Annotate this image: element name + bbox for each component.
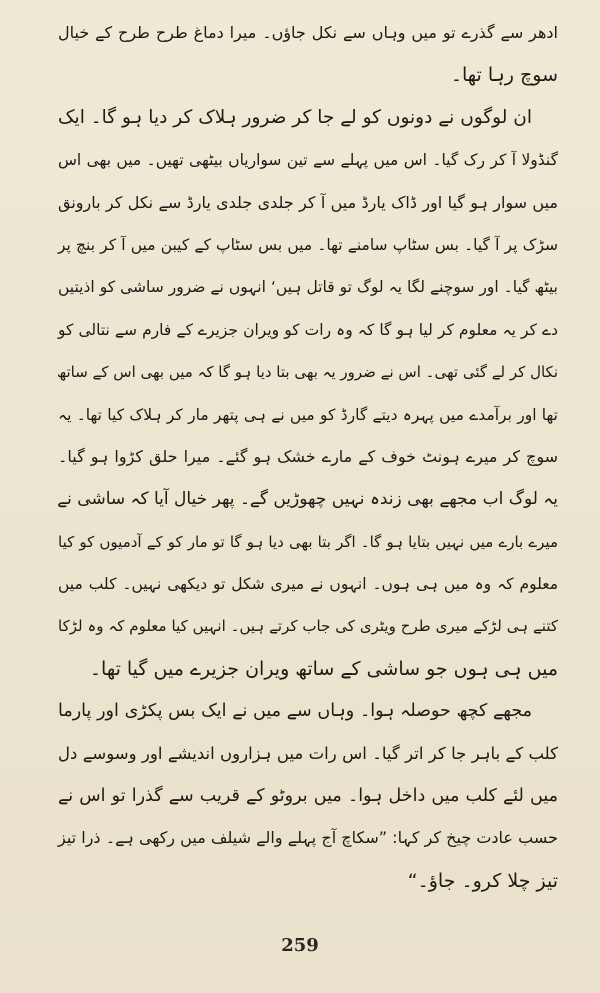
text-line: سوچ کر میرے ہونٹ خوف کے مارے خشک ہو گئے۔ میرا حلق کڑوا ہو گیا۔: [58, 446, 558, 466]
text-line: مجھے کچھ حوصلہ ہوا۔ وہاں سے میں نے ایک بس پکڑی اور پارما: [58, 701, 532, 722]
text-line: معلوم کہ وہ میں ہی ہوں۔ انہوں نے میری شکل تو دیکھی نہیں۔ کلب میں: [58, 575, 558, 594]
text-line: میں لئے کلب میں داخل ہوا۔ میں بروٹو کے قریب سے گذرا تو اس نے: [58, 786, 558, 807]
text-line: کتنے ہی لڑکے میری طرح ویٹری کی جاب کرتے ہیں۔ انہیں کیا معلوم کہ وہ لڑکا: [58, 617, 558, 636]
text-line: ادھر سے گذرے تو میں وہاں سے نکل جاؤں۔ میرا دماغ طرح طرح کے خیال: [58, 23, 558, 42]
text-line: تیز چلا کرو۔ جاؤ۔“: [407, 869, 558, 892]
text-line: بیٹھ گیا۔ اور سوچنے لگا یہ لوگ تو قاتل ہیں‘ انہوں نے ضرور ساشی کو اذیتیں: [58, 278, 558, 297]
text-line: یہ لوگ اب مجھے بھی زندہ نہیں چھوڑیں گے۔ پھر خیال آیا کہ ساشی نے: [57, 489, 558, 510]
page-text: [58, 12, 558, 902]
text-line: میں سوار ہو گیا اور ڈاک یارڈ میں آ کر جلدی جلدی یارڈ سے نکل کر بارونق: [58, 192, 558, 212]
text-line: گنڈولا آ کر رک گیا۔ اس میں پہلے سے تین سواریاں بیٹھی تھیں۔ میں بھی اس: [58, 151, 558, 170]
page-number: 259: [281, 935, 319, 956]
text-line: تھا اور برآمدے میں پہرہ دیتے گارڈ کو میں نے ہی پتھر مار کر ہلاک کیا تھا۔ یہ: [58, 405, 558, 424]
text-line: سڑک پر آ گیا۔ بس سٹاپ سامنے تھا۔ میں بس سٹاپ کے کیبن میں آ کر بنچ پر: [58, 235, 558, 254]
text-line: سوچ رہا تھا۔: [450, 64, 558, 87]
text-line: ان لوگوں نے دونوں کو لے جا کر ضرور ہلاک کر دیا ہو گا۔ ایک: [58, 106, 532, 128]
text-line: دے کر یہ معلوم کر لیا ہو گا کہ وہ رات کو ویران جزیرے کے فارم سے نتالی کو: [58, 320, 558, 339]
text-line: میرے بارے میں نہیں بتایا ہو گا۔ اگر بتا بھی دیا ہو گا تو مار کو کے آدمیوں کو کیا: [58, 532, 558, 551]
text-line: میں ہی ہوں جو ساشی کے ساتھ ویران جزیرے میں گیا تھا۔: [89, 657, 558, 680]
text-line: کلب کے باہر جا کر اتر گیا۔ اس رات میں ہزاروں اندیشے اور وسوسے دل: [58, 743, 558, 763]
text-line: حسب عادت چیخ کر کہا: ”سکاچ آج پہلے والے شیلف میں رکھی ہے۔ ذرا تیز: [58, 828, 558, 848]
text-line: نکال کر لے گئی تھی۔ اس نے ضرور یہ بھی بتا دیا ہو گا کہ میں بھی اس کے ساتھ: [57, 363, 558, 382]
